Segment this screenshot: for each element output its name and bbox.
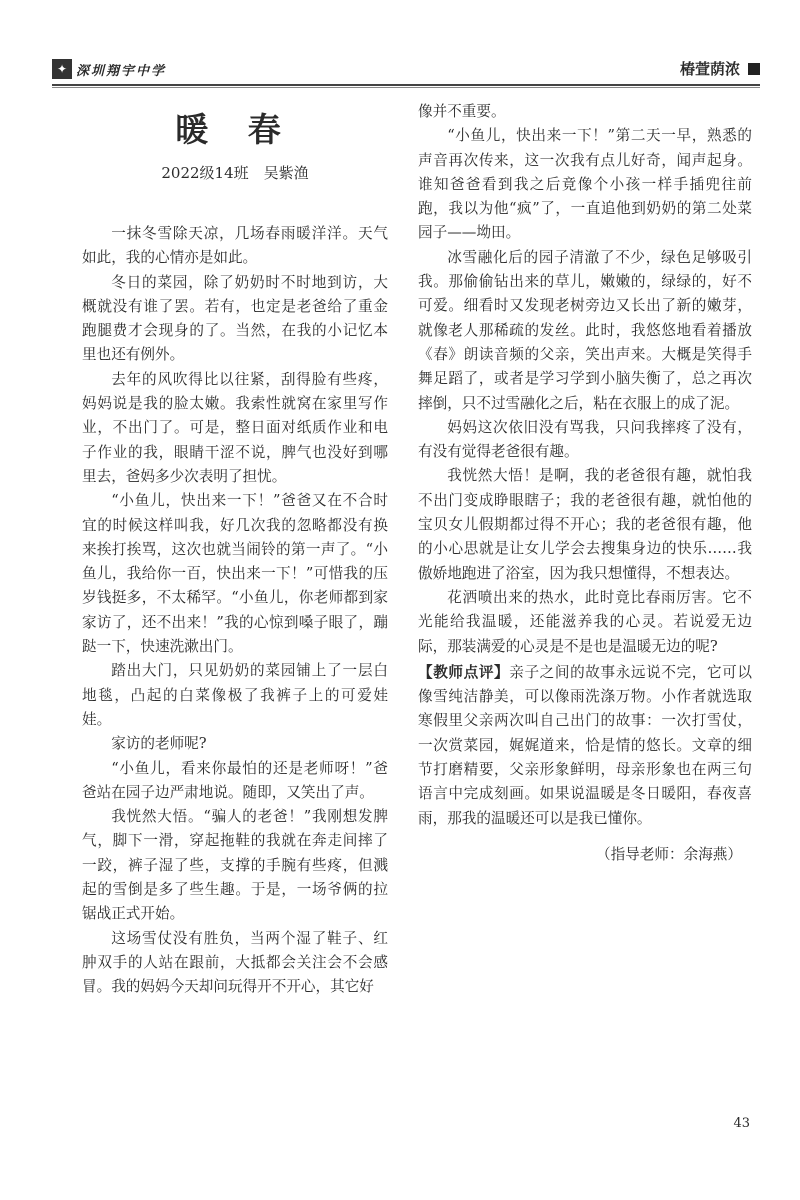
paragraph: “小鱼儿，快出来一下！”爸爸又在不合时宜的时候这样叫我，好几次我的忽略都没有换来挨打挨骂，这次也就当闹铃的第一声了。“小鱼儿，我给你一百，快出来一下！”可惜我的压岁钱挺多，不太稀罕。“小鱼儿，你老师都到家家访了，还不出来！”我的心惊到嗓子眼了，蹦跶一下，快速洗漱出门。 bbox=[82, 492, 388, 656]
paragraph: 妈妈这次依旧没有骂我，只问我摔疼了没有，有没有觉得老爸很有趣。 bbox=[418, 418, 752, 461]
paragraph: 一抹冬雪除天凉，几场春雨暖洋洋。天气如此，我的心情亦是如此。 bbox=[82, 225, 388, 267]
comment-label: 【教师点评】 bbox=[418, 663, 510, 681]
paragraph: “小鱼儿，看来你最怕的还是老师呀！”爸爸站在园子边严肃地说。随即，又笑出了声。 bbox=[82, 759, 388, 801]
page-number: 43 bbox=[733, 1116, 750, 1131]
article-title: 暖 春 bbox=[175, 110, 295, 149]
header-divider bbox=[52, 84, 760, 86]
paragraph: 我恍然大悟！是啊，我的老爸很有趣，就怕我不出门变成睁眼瞎子；我的老爸很有趣，就怕他的宝贝女儿假期都过得不开心；我的老爸很有趣，他的小心思就是让女儿学会去搜集身边的快乐……我傲娇地跑进了浴室，因为我只想懂得，不想表达。 bbox=[418, 467, 752, 582]
school-name: 深圳翔宇中学 bbox=[76, 63, 167, 79]
paragraph-continuation: 像并不重要。 bbox=[418, 103, 506, 120]
article-author: 2022级14班 吴紫渔 bbox=[161, 164, 309, 182]
paragraph: “小鱼儿，快出来一下！”第二天一早，熟悉的声音再次传来，这一次我有点儿好奇，闻声起身。谁知爸爸看到我之后竟像个小孩一样手插兜往前跑，我以为他“疯”了，一直追他到奶奶的第二处菜园子——坳田。 bbox=[418, 127, 752, 242]
left-column bbox=[82, 222, 388, 1000]
school-logo bbox=[52, 58, 166, 80]
section-label: 椿萱荫浓 bbox=[679, 60, 740, 78]
advisor-credit: （指导老师：余海燕） bbox=[596, 845, 742, 863]
school-emblem-icon: ✦ bbox=[52, 59, 72, 79]
square-icon bbox=[748, 63, 760, 75]
paragraph: 冬日的菜园，除了奶奶时不时地到访，大概就没有谁了罢。若有，也定是老爸给了重金跑腿费才会现身的了。当然，在我的小记忆本里也还有例外。 bbox=[82, 273, 388, 364]
right-column bbox=[418, 100, 752, 867]
page-header bbox=[52, 56, 760, 82]
paragraph: 我恍然大悟。“骗人的老爸！”我刚想发脾气，脚下一滑，穿起拖鞋的我就在奔走间摔了一跤，裤子湿了些，支撑的手腕有些疼，但溅起的雪倒是多了些生趣。于是，一场爷俩的拉锯战正式开始。 bbox=[82, 808, 388, 923]
paragraph: 踏出大门，只见奶奶的菜园铺上了一层白地毯，凸起的白菜像极了我裤子上的可爱娃娃。 bbox=[82, 662, 388, 728]
paragraph: 这场雪仗没有胜负，当两个湿了鞋子、红肿双手的人站在跟前，大抵都会关注会不会感冒。我的妈妈今天却问玩得开不开心，其它好 bbox=[82, 929, 388, 996]
paragraph: 冰雪融化后的园子清澈了不少，绿色足够吸引我。那偷偷钻出来的草儿，嫩嫩的，绿绿的，好不可爱。细看时又发现老树旁边又长出了新的嫩芽，就像老人那稀疏的发丝。此时，我悠悠地看着播放《春》朗读音频的父亲，笑出声来。大概是笑得手舞足蹈了，或者是学习学到小脑失衡了，总之再次摔倒，只不过雪融化之后，粘在衣服上的成了泥。 bbox=[418, 248, 752, 412]
comment-text: 亲子之间的故事永远说不完，它可以像雪纯洁静美，可以像雨洗涤万物。小作者就选取寒假里父亲两次叫自己出门的故事：一次打雪仗，一次赏菜园，娓娓道来，恰是情的悠长。文章的细节打磨精要，父亲形象鲜明，母亲形象也在两三句语言中完成刻画。如果说温暖是冬日暖阳，春夜喜雨，那我的温暖还可以是我已懂你。 bbox=[418, 663, 752, 827]
section-title bbox=[680, 58, 760, 79]
paragraph: 去年的风吹得比以往紧，刮得脸有些疼，妈妈说是我的脸太嫩。我索性就窝在家里写作业，不出门了。可是，整日面对纸质作业和电子作业的我，眼睛干涩不说，脾气也没好到哪里去，爸妈多少次表明了担忧。 bbox=[82, 370, 388, 485]
header-divider-thin bbox=[52, 87, 760, 88]
teacher-comment bbox=[418, 661, 752, 831]
paragraph: 家访的老师呢? bbox=[111, 735, 207, 753]
paragraph: 花洒喷出来的热水，此时竟比春雨厉害。它不光能给我温暖，还能滋养我的心灵。若说爱无边际，那装满爱的心灵是不是也是温暖无边的呢? bbox=[418, 588, 752, 655]
